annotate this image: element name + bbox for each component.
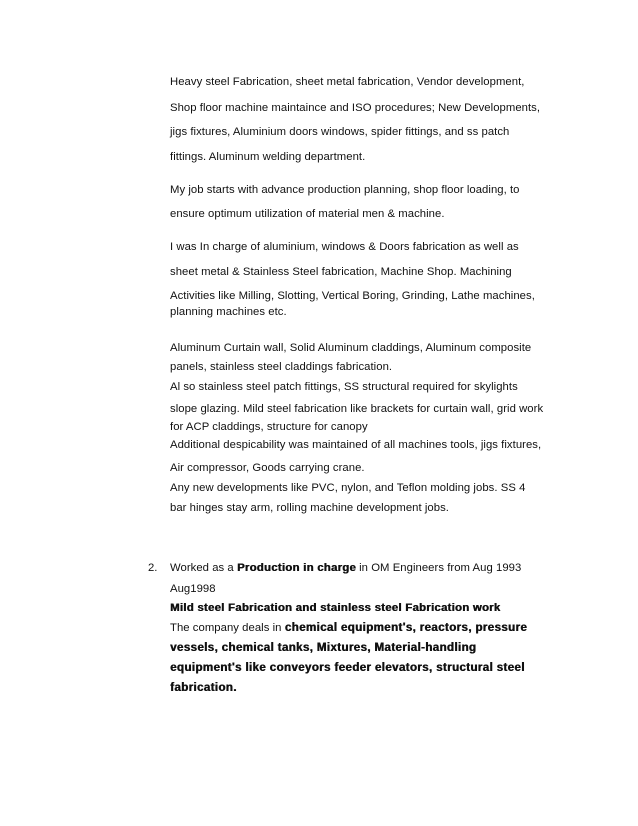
text-line: sheet metal & Stainless Steel fabrication, Machine Shop. Machining [170,266,512,278]
text-line: I was In charge of aluminium, windows & Doors fabrication as well as [170,241,519,253]
text-line: fabrication. [170,681,237,694]
text-line: Aug1998 [170,583,216,595]
text-line: vessels, chemical tanks, Mixtures, Material-handling [170,641,477,654]
text-line: Aluminum Curtain wall, Solid Aluminum claddings, Aluminum composite [170,342,532,354]
text-line [170,561,521,575]
text-line: Activities like Milling, Slotting, Vertical Boring, Grinding, Lathe machines, [170,290,535,302]
text-line: Al so stainless steel patch fittings, SS structural required for skylights [170,381,518,393]
text-line: Air compressor, Goods carrying crane. [170,462,365,474]
text-line: equipment's like conveyors feeder elevators, structural steel [170,661,525,674]
text-line: Shop floor machine maintaince and ISO procedures; New Developments, [170,102,541,114]
role-prefix: Worked as a [170,562,237,574]
section-heading: Mild steel Fabrication and stainless steel Fabrication work [170,602,501,614]
text-line: slope glazing. Mild steel fabrication like brackets for curtain wall, grid work [170,403,544,415]
text-line: bar hinges stay arm, rolling machine development jobs. [170,502,449,514]
text-line: jigs fixtures, Aluminium doors windows, spider fittings, and ss patch [170,126,510,138]
text-line: ensure optimum utilization of material men & machine. [170,208,445,220]
text-line: Additional despicability was maintained of all machines tools, jigs fixtures, [170,439,542,451]
role-title: Production in charge [236,562,356,574]
text-line: planning machines etc. [170,306,287,318]
text-line: My job starts with advance production planning, shop floor loading, to [170,184,520,196]
text-line [170,621,527,635]
list-number: 2. [148,562,158,574]
text-line: for ACP claddings, structure for canopy [170,421,368,433]
text-line: Heavy steel Fabrication, sheet metal fabrication, Vendor development, [170,76,525,88]
text-line: panels, stainless steel claddings fabrication. [170,361,393,373]
deals-prefix: The company deals in [170,622,285,634]
deals-bold: chemical equipment's, reactors, pressure [284,621,528,634]
role-suffix: in OM Engineers from Aug 1993 [355,562,522,574]
text-line: fittings. Aluminum welding department. [170,151,366,163]
text-line: Any new developments like PVC, nylon, and Teflon molding jobs. SS 4 [170,482,526,494]
